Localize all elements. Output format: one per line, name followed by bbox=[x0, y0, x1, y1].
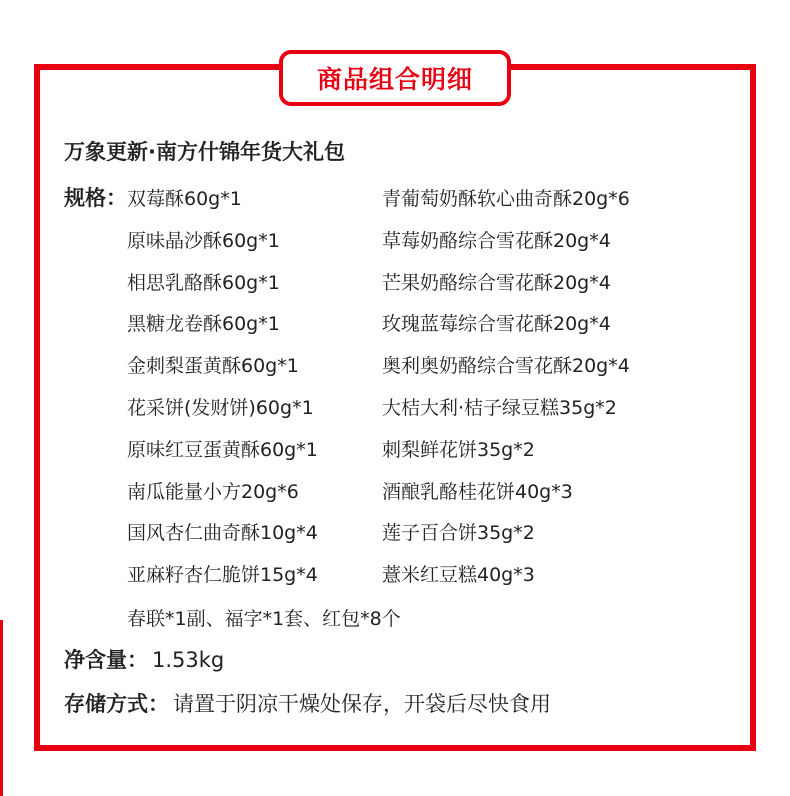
right-item: 大桔大利·桔子绿豆糕35g*2 bbox=[382, 397, 617, 419]
right-item: 酒酿乳酪桂花饼40g*3 bbox=[382, 481, 573, 503]
right-item: 草莓奶酪综合雪花酥20g*4 bbox=[382, 230, 611, 252]
left-item: 南瓜能量小方20g*6 bbox=[127, 481, 299, 503]
right-item: 玫瑰蓝莓综合雪花酥20g*4 bbox=[382, 313, 611, 335]
net-weight-value: 1.53kg bbox=[152, 648, 225, 672]
left-item: 原味晶沙酥60g*1 bbox=[127, 230, 280, 252]
section-title-box bbox=[279, 50, 511, 106]
left-item: 原味红豆蛋黄酥60g*1 bbox=[127, 439, 318, 461]
section-title: 商品组合明细 bbox=[316, 65, 473, 94]
right-item: 芒果奶酪综合雪花酥20g*4 bbox=[382, 272, 611, 294]
product-name: 万象更新·南方什锦年货大礼包 bbox=[64, 140, 345, 164]
left-item: 双莓酥60g*1 bbox=[127, 188, 242, 210]
right-item: 刺梨鲜花饼35g*2 bbox=[382, 439, 535, 461]
right-item: 青葡萄奶酥软心曲奇酥20g*6 bbox=[382, 188, 630, 210]
left-item: 花采饼(发财饼)60g*1 bbox=[127, 397, 314, 419]
storage-row bbox=[64, 688, 551, 718]
net-weight-label: 净含量： bbox=[64, 648, 148, 672]
extra-item: 春联*1副、福字*1套、红包*8个 bbox=[127, 608, 401, 630]
left-edge-accent bbox=[0, 620, 3, 796]
right-item: 薏米红豆糕40g*3 bbox=[382, 564, 535, 586]
left-item: 国风杏仁曲奇酥10g*4 bbox=[127, 522, 318, 544]
storage-value: 请置于阴凉干燥处保存，开袋后尽快食用 bbox=[173, 692, 551, 716]
left-item: 亚麻籽杏仁脆饼15g*4 bbox=[127, 564, 318, 586]
left-item: 相思乳酪酥60g*1 bbox=[127, 272, 280, 294]
right-item: 奥利奥奶酪综合雪花酥20g*4 bbox=[382, 355, 630, 377]
storage-label: 存储方式： bbox=[64, 692, 169, 716]
right-item: 莲子百合饼35g*2 bbox=[382, 522, 535, 544]
spec-label: 规格： bbox=[64, 186, 127, 210]
net-weight-row bbox=[64, 644, 224, 674]
left-item: 黑糖龙卷酥60g*1 bbox=[127, 313, 280, 335]
left-item: 金刺梨蛋黄酥60g*1 bbox=[127, 355, 299, 377]
